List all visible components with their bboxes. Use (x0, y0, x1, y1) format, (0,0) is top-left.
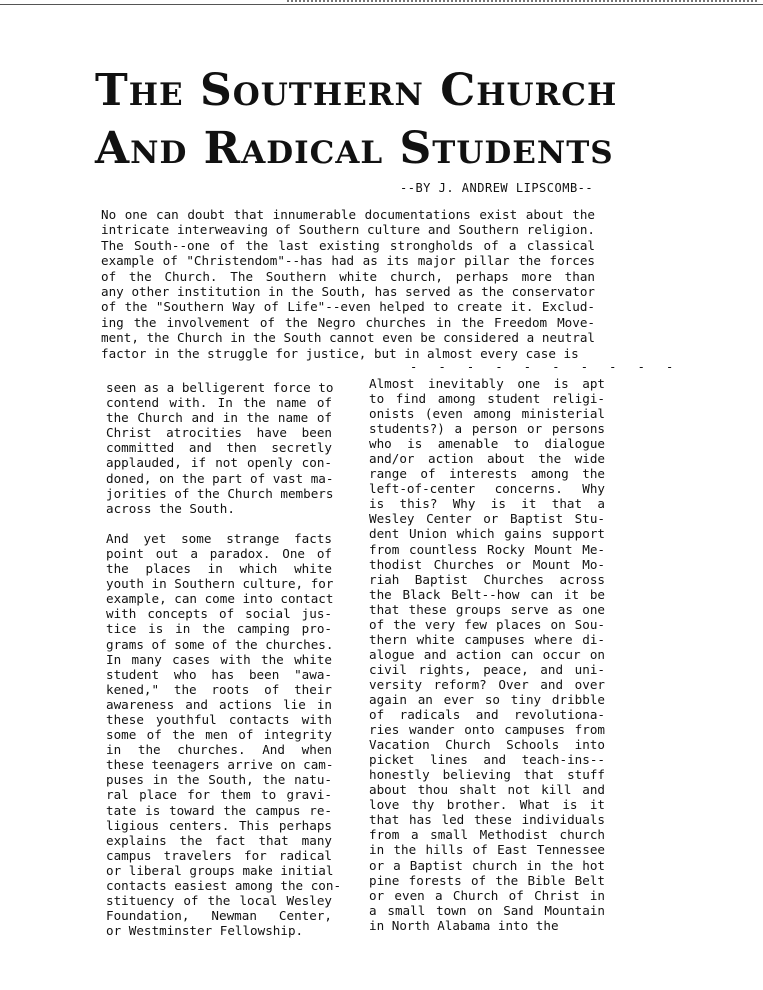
text-line: ment, the Church in the South cannot even be considered a neutral (101, 330, 595, 346)
text-line: of the very few places on Sou- (369, 616, 605, 632)
text-line: ral place for them to gravi- (106, 787, 332, 803)
text-line: civil rights, peace, and uni- (369, 661, 605, 677)
left-column-paragraph-2 (106, 530, 342, 939)
text-line: kened," the roots of their (106, 681, 332, 697)
text-line: Foundation, Newman Center, (106, 908, 332, 924)
text-line: thern white campuses where di- (369, 631, 605, 647)
text-line: a small town on Sand Mountain (369, 902, 605, 918)
text-line: ries wander onto campuses from (369, 722, 605, 738)
text-line: committed and then secretly (106, 440, 332, 456)
text-line: pine forests of the Bible Belt (369, 872, 605, 888)
text-line: about thou shalt not kill and (369, 782, 605, 798)
text-line: jorities of the Church members (106, 485, 334, 501)
text-line: point out a paradox. One of (106, 545, 332, 561)
text-line: applauded, if not openly con- (106, 455, 332, 471)
text-line: intricate interweaving of Southern culture and Southern religion. (101, 222, 595, 238)
text-line: doned, on the part of vast ma- (106, 470, 334, 486)
text-line: example, can come into contact (106, 591, 334, 607)
text-line: The South--one of the last existing strongholds of a classical (101, 237, 595, 253)
text-line: explains the fact that many (106, 832, 332, 848)
text-line: thodist Churches or Mount Mo- (369, 556, 605, 572)
intro-paragraph (101, 207, 595, 361)
text-line: students?) a person or persons (369, 421, 605, 437)
text-line: onists (even among ministerial (369, 406, 605, 422)
section-separator: - - - - - - - - - - (410, 360, 681, 374)
text-line: ing the involvement of the Negro churches in the Freedom Move- (101, 314, 595, 330)
text-line: grams of some of the churches. (106, 636, 334, 652)
text-line: that these groups serve as one (369, 601, 605, 617)
text-line: alogue and action can occur on (369, 646, 605, 662)
text-line: and/or action about the wide (369, 451, 605, 467)
text-line: seen as a belligerent force to (106, 380, 334, 395)
left-column-paragraph-1 (106, 380, 332, 516)
text-line: contacts easiest among the con- (106, 878, 342, 893)
text-line: in the churches. And when (106, 742, 332, 758)
text-line: of the "Southern Way of Life"--even helped to create it. Exclud- (101, 299, 595, 315)
text-line: In many cases with the white (106, 651, 332, 667)
text-line: or even a Church of Christ in (369, 887, 605, 903)
text-line: No one can doubt that innumerable documentations exist about the (101, 207, 595, 222)
title-line-2: And Radical Students (95, 123, 614, 174)
text-line: again an ever so tiny dribble (369, 691, 605, 707)
text-line: left-of-center concerns. Why (369, 481, 605, 497)
text-line: in North Alabama into the (369, 917, 559, 933)
text-line: the Black Belt--how can it be (369, 586, 605, 602)
title-line-1: The Southern Church (95, 65, 618, 116)
text-line: picket lines and teach-ins-- (369, 752, 605, 768)
text-line: Wesley Center or Baptist Stu- (369, 511, 605, 527)
text-line: example of "Christendom"--has had as its major pillar the forces (101, 253, 595, 269)
text-line: Christ atrocities have been (106, 425, 332, 441)
byline: --BY J. ANDREW LIPSCOMB-- (400, 181, 594, 195)
text-line: And yet some strange facts (106, 530, 332, 546)
text-line: range of interests among the (369, 466, 605, 482)
text-line: from countless Rocky Mount Me- (369, 541, 605, 557)
text-line: Vacation Church Schools into (369, 737, 605, 753)
text-line: versity reform? Over and over (369, 676, 605, 692)
text-line: these youthful contacts with (106, 711, 332, 727)
text-line: to find among student religi- (369, 391, 605, 407)
text-line: campus travelers for radical (106, 847, 332, 863)
paragraph-gap (106, 516, 332, 531)
text-line: puses in the South, the natu- (106, 772, 332, 788)
right-column (369, 376, 605, 933)
text-line: or liberal groups make initial (106, 862, 334, 878)
text-line: dent Union which gains support (369, 526, 605, 542)
text-line: of radicals and revolutiona- (369, 707, 605, 723)
text-line: tate is toward the campus re- (106, 802, 332, 818)
text-line: ligious centers. This perhaps (106, 817, 332, 833)
left-column (106, 380, 342, 939)
text-line: honestly believing that stuff (369, 767, 605, 783)
article-title (95, 62, 655, 178)
text-line: riah Baptist Churches across (369, 571, 605, 587)
text-line: love thy brother. What is it (369, 797, 605, 813)
text-line: who is amenable to dialogue (369, 436, 605, 452)
text-line: is this? Why is it that a (369, 496, 605, 512)
text-line: these teenagers arrive on cam- (106, 757, 334, 773)
text-line: with concepts of social jus- (106, 606, 332, 622)
text-line: contend with. In the name of (106, 395, 332, 411)
text-line: Almost inevitably one is apt (369, 376, 605, 391)
text-line: factor in the struggle for justice, but in almost every case is (101, 345, 579, 361)
top-dotted-rule (287, 0, 757, 5)
text-line: or a Baptist church in the hot (369, 857, 605, 873)
text-line: stituency of the local Wesley (106, 893, 332, 909)
text-line: some of the men of integrity (106, 727, 332, 743)
text-line: any other institution in the South, has served as the conservator (101, 284, 595, 300)
text-line: the Church and in the name of (106, 410, 332, 426)
text-line: tice is in the camping pro- (106, 621, 332, 637)
text-line: in the hills of East Tennessee (369, 842, 605, 858)
text-line: awareness and actions lie in (106, 696, 332, 712)
text-line: the places in which white (106, 561, 332, 577)
text-line: student who has been "awa- (106, 666, 332, 682)
text-line: from a small Methodist church (369, 827, 605, 843)
text-line: that has led these individuals (369, 812, 605, 828)
text-line: of the Church. The Southern white church, perhaps more than (101, 268, 595, 284)
text-line: across the South. (106, 500, 235, 516)
text-line: or Westminster Fellowship. (106, 923, 304, 939)
text-line: youth in Southern culture, for (106, 576, 334, 592)
